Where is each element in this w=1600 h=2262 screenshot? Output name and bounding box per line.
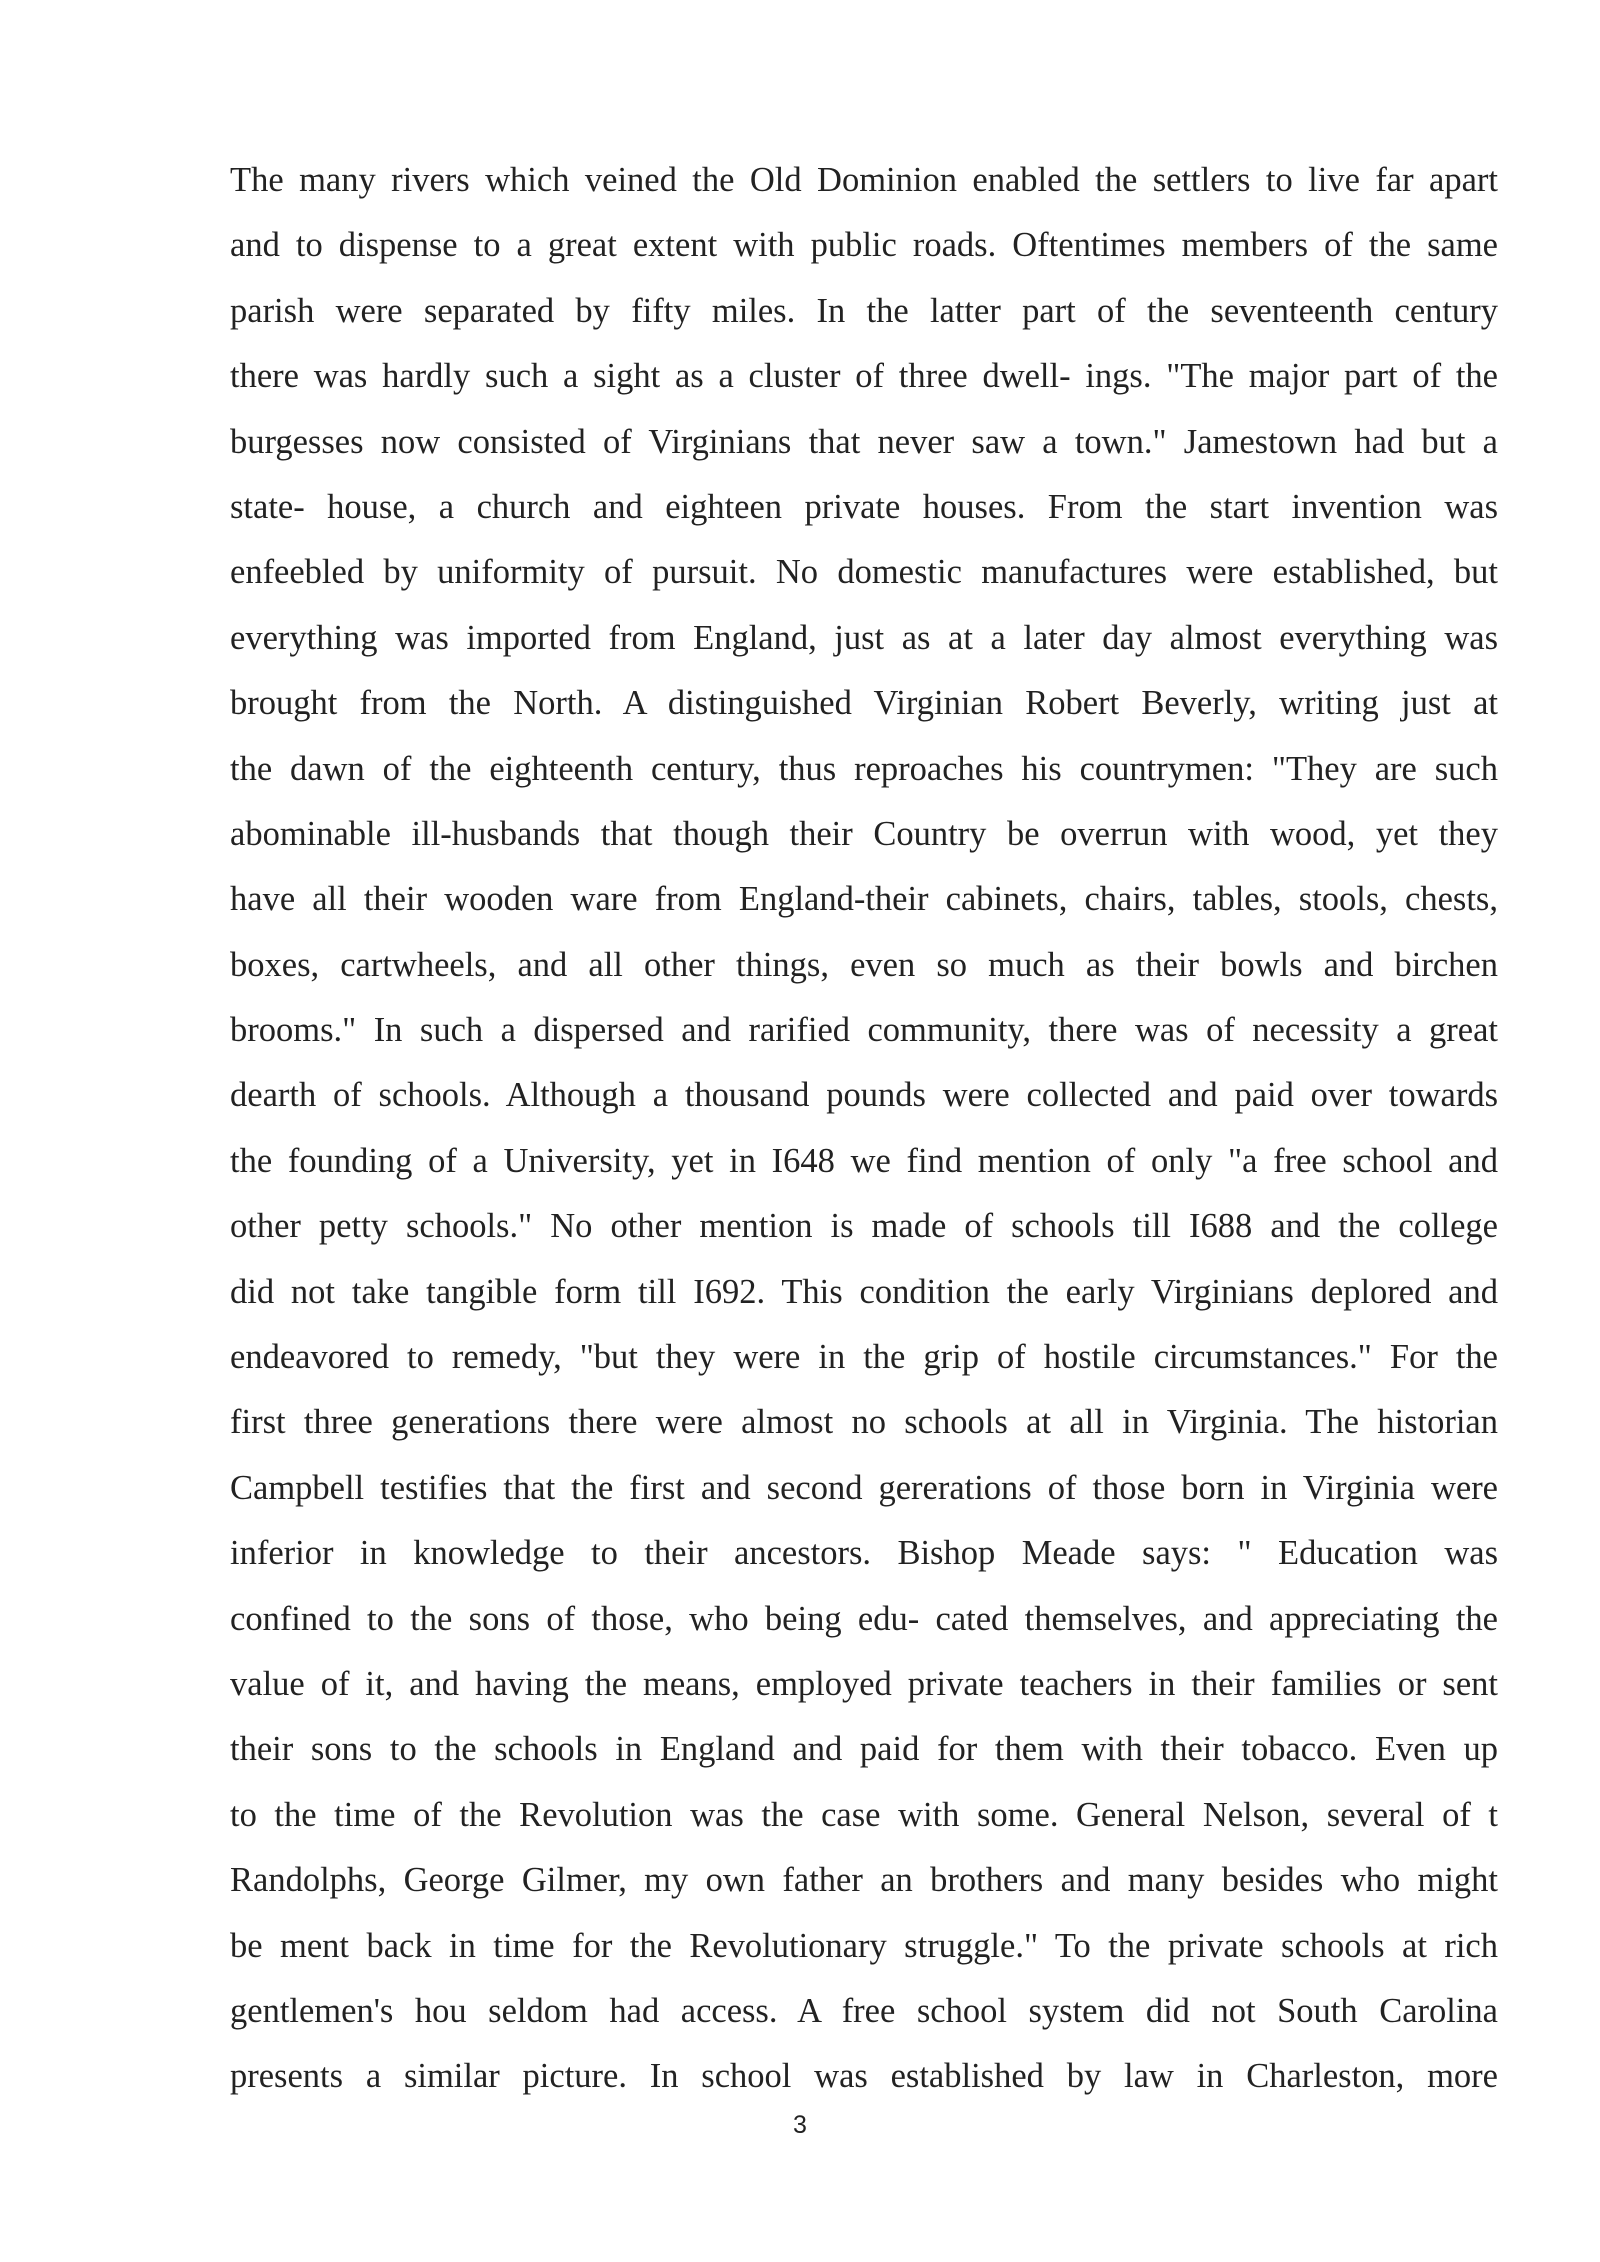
text-line-8: everything was imported from England, just as at a later day almost everything was (230, 618, 1498, 657)
text-line-7: enfeebled by uniformity of pursuit. No domestic manufactures were established, but (230, 553, 1498, 592)
text-line-5: burgesses now consisted of Virginians that never saw a town." Jamestown had but a (230, 422, 1498, 461)
text-line-29: gentlemen's hou seldom had access. A free school system did not South Carolina (230, 1991, 1498, 2030)
text-line-20: first three generations there were almost no schools at all in Virginia. The historian (230, 1403, 1498, 1442)
text-line-18: did not take tangible form till I692. This condition the early Virginians deplored and (230, 1272, 1498, 1311)
page-number: 3 (793, 2111, 807, 2139)
text-line-13: boxes, cartwheels, and all other things, even so much as their bowls and birchen (230, 945, 1498, 984)
text-line-30: presents a similar picture. In school was established by law in Charleston, more (230, 2057, 1498, 2096)
text-line-24: value of it, and having the means, employed private teachers in their families or sent (230, 1664, 1498, 1703)
text-line-22: inferior in knowledge to their ancestors. Bishop Meade says: " Education was (230, 1534, 1498, 1573)
text-line-10: the dawn of the eighteenth century, thus reproaches his countrymen: "They are such (230, 749, 1498, 788)
text-line-26: to the time of the Revolution was the case with some. General Nelson, several of t (230, 1795, 1498, 1834)
text-line-28: be ment back in time for the Revolutionary struggle." To the private schools at rich (230, 1926, 1498, 1965)
text-line-2: and to dispense to a great extent with public roads. Oftentimes members of the same (230, 226, 1498, 265)
text-line-3: parish were separated by fifty miles. In the latter part of the seventeenth century (230, 291, 1498, 330)
text-line-17: other petty schools." No other mention is made of schools till I688 and the college (230, 1207, 1498, 1246)
text-line-23: confined to the sons of those, who being edu- cated themselves, and appreciating the (230, 1599, 1498, 1638)
body-text (230, 148, 1498, 2110)
text-line-15: dearth of schools. Although a thousand pounds were collected and paid over towards (230, 1076, 1498, 1115)
text-line-16: the founding of a University, yet in I648 we find mention of only "a free school and (230, 1141, 1498, 1180)
text-line-9: brought from the North. A distinguished Virginian Robert Beverly, writing just at (230, 684, 1498, 723)
text-line-14: brooms." In such a dispersed and rarified community, there was of necessity a great (230, 1011, 1498, 1050)
text-line-27: Randolphs, George Gilmer, my own father an brothers and many besides who might (230, 1861, 1498, 1900)
text-line-25: their sons to the schools in England and paid for them with their tobacco. Even up (230, 1730, 1498, 1769)
text-line-4: there was hardly such a sight as a cluster of three dwell- ings. "The major part of the (230, 357, 1498, 396)
text-line-6: state- house, a church and eighteen private houses. From the start invention was (230, 487, 1498, 526)
text-line-12: have all their wooden ware from England-their cabinets, chairs, tables, stools, chests, (230, 880, 1498, 919)
text-line-19: endeavored to remedy, "but they were in the grip of hostile circumstances." For the (230, 1338, 1498, 1377)
text-line-1: The many rivers which veined the Old Dominion enabled the settlers to live far apart (230, 161, 1498, 199)
text-line-21: Campbell testifies that the first and second gererations of those born in Virginia were (230, 1468, 1498, 1507)
text-line-11: abominable ill-husbands that though their Country be overrun with wood, yet they (230, 814, 1498, 853)
